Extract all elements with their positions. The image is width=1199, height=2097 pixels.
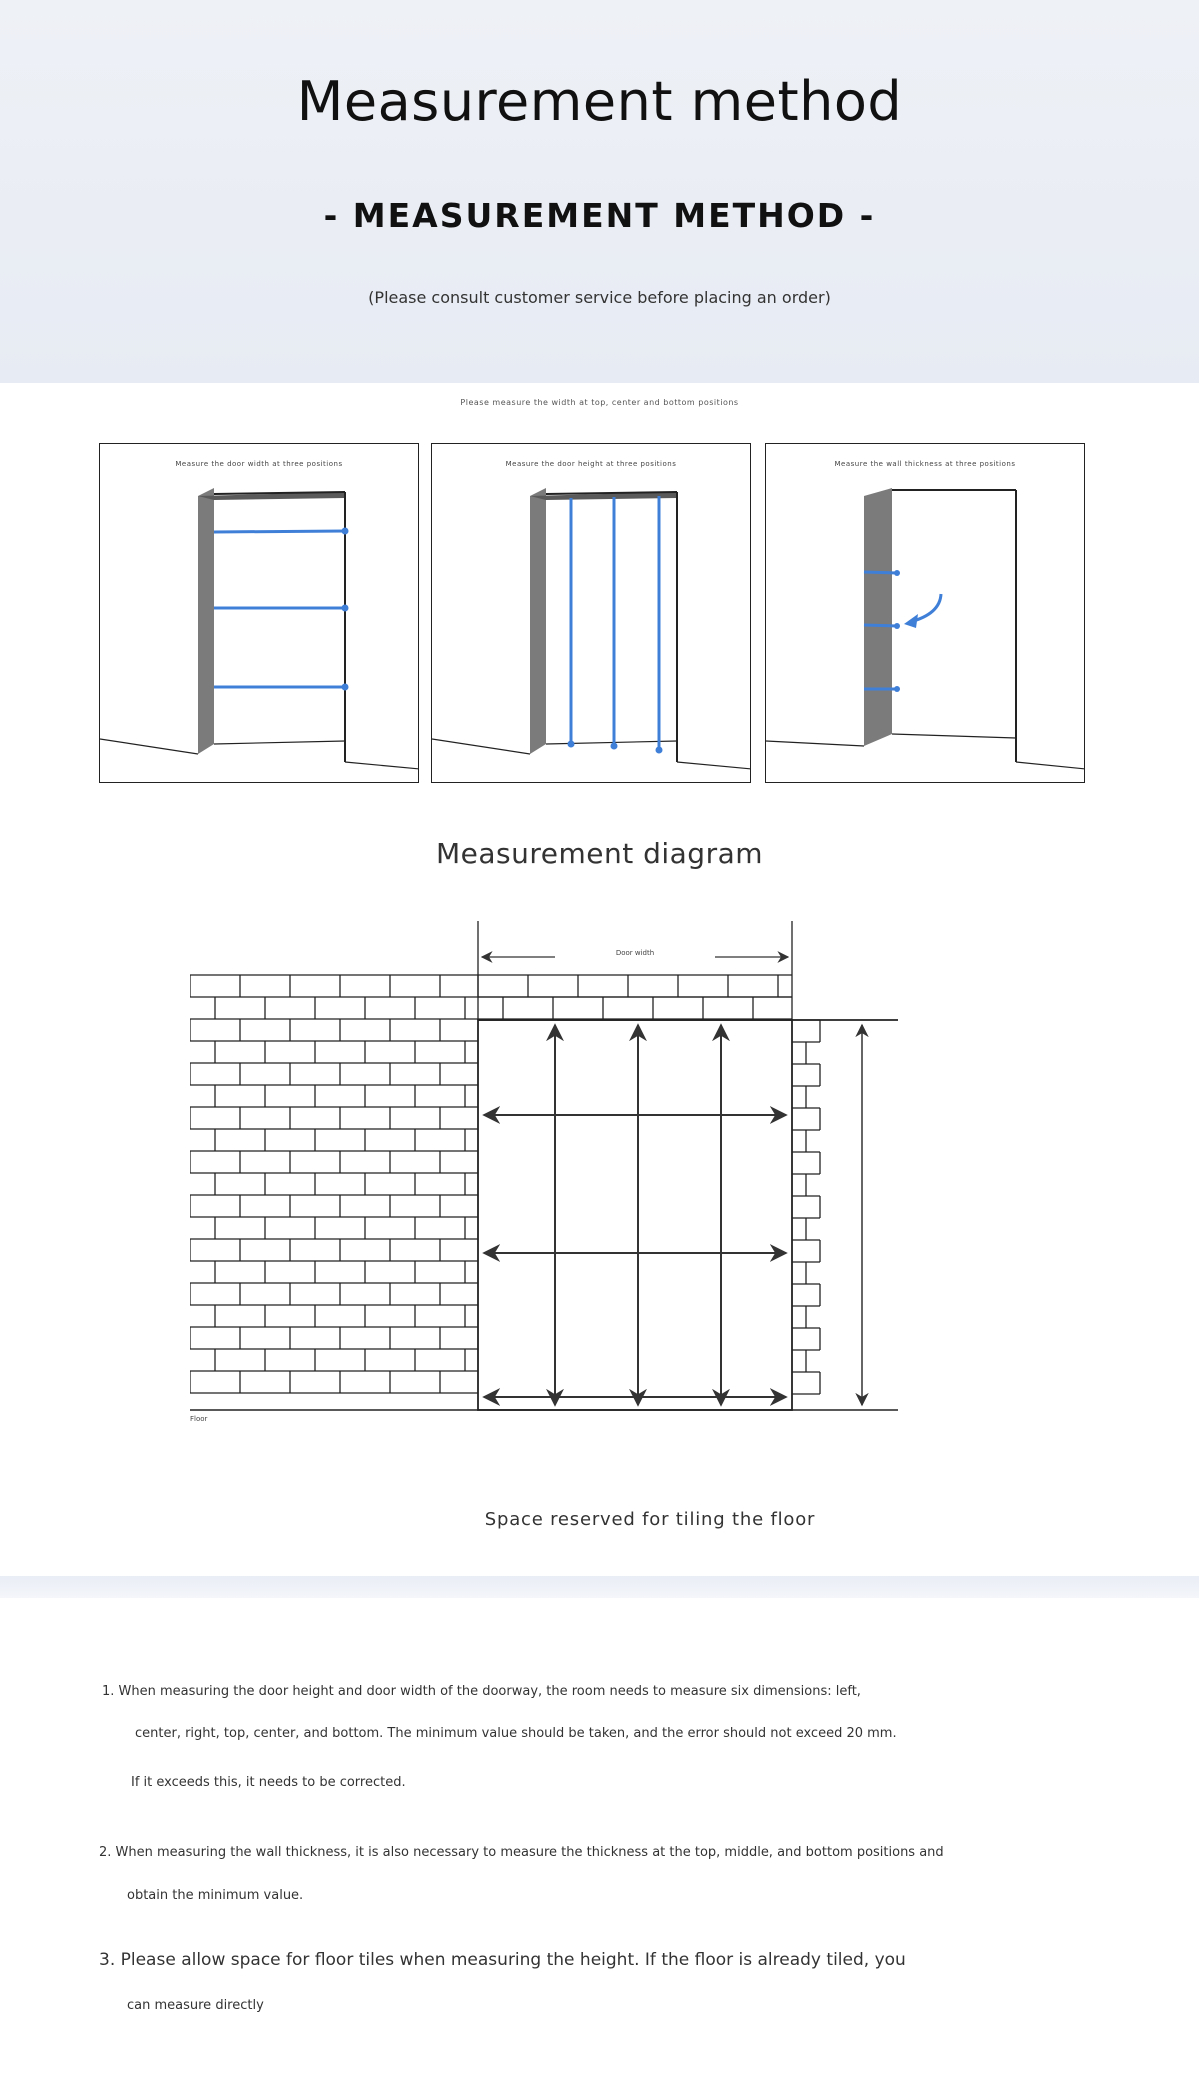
instruction-3-line-2: can measure directly <box>127 1998 264 2013</box>
panel-caption: Measure the door width at three positions <box>175 460 343 468</box>
instruction-1-line-1: 1. When measuring the door height and door width of the doorway, the room needs to measure six dimensions: left, <box>102 1684 861 1699</box>
page-title: Measurement method <box>296 70 903 133</box>
order-note: (Please consult customer service before placing an order) <box>368 288 831 307</box>
measurement-diagram <box>190 915 910 1515</box>
panel-caption: Measure the door height at three positions <box>505 460 677 468</box>
instruction-1-line-2: center, right, top, center, and bottom. The minimum value should be taken, and the error should not exceed 20 mm. <box>135 1726 897 1741</box>
floor-reserve-label: Space reserved for tiling the floor <box>484 1509 816 1530</box>
door-width-photo <box>99 443 419 783</box>
door-frame-illustration <box>432 444 751 783</box>
corner-label: Floor <box>190 1415 208 1423</box>
diagram-title: Measurement diagram <box>435 837 764 870</box>
photos-caption: Please measure the width at top, center and bottom positions <box>460 398 739 407</box>
instruction-2-line-2: obtain the minimum value. <box>127 1888 304 1903</box>
page-subtitle: - MEASUREMENT METHOD - <box>323 196 876 235</box>
wall-thickness-photo <box>765 443 1085 783</box>
door-frame-illustration <box>766 444 1085 783</box>
section-divider <box>0 1576 1199 1598</box>
header-banner <box>0 0 1199 383</box>
instruction-2-line-1: 2. When measuring the wall thickness, it is also necessary to measure the thickness at the top, middle, and bottom positions and <box>99 1845 944 1860</box>
door-height-photo <box>431 443 751 783</box>
width-dimension-label: Door width <box>615 949 655 957</box>
panel-caption: Measure the wall thickness at three positions <box>834 460 1016 468</box>
door-frame-illustration <box>100 444 419 783</box>
instruction-1-line-3: If it exceeds this, it needs to be corrected. <box>131 1775 406 1790</box>
instruction-3-line-1: 3. Please allow space for floor tiles when measuring the height. If the floor is already tiled, you <box>99 1950 906 1970</box>
